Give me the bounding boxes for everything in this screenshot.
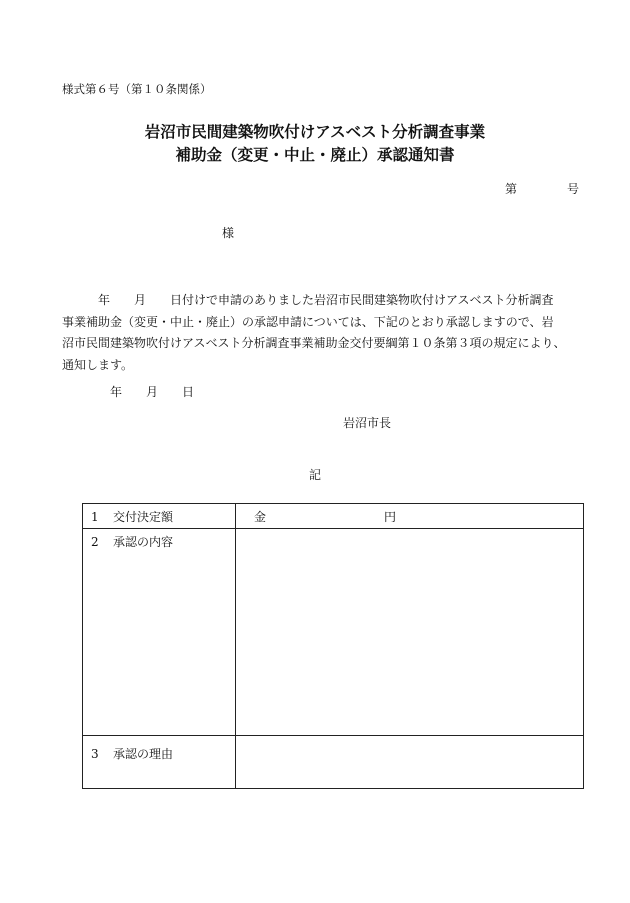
approval-reason-cell [236, 736, 584, 789]
body-line: 通知します。 [62, 357, 134, 372]
detail-table [82, 503, 584, 789]
body-line: 沼市民間建築物吹付けアスベスト分析調査事業補助金交付要綱第１０条第３項の規定により、 [62, 336, 566, 350]
issue-date: 年 月 日 [110, 385, 195, 399]
row-label-text: 承認の理由 [113, 747, 174, 761]
row-label-text: 承認の内容 [113, 535, 174, 549]
body-line: 年 月 日付けで申請のありました岩沼市民間建築物吹付けアスベスト分析調査 [62, 293, 554, 307]
amount-prefix: 金 [254, 510, 267, 524]
document-number-suffix: 号 [567, 182, 580, 196]
form-number: 様式第６号（第１０条関係） [62, 82, 212, 96]
body-paragraph [62, 290, 590, 376]
document-number-prefix: 第 [505, 182, 518, 196]
approval-content-cell [236, 529, 584, 736]
row-label-approval-content [83, 529, 236, 736]
table-row [83, 736, 584, 789]
document-title-line1: 岩沼市民間建築物吹付けアスベスト分析調査事業 [144, 122, 486, 141]
row-number: 3 [91, 747, 99, 761]
row-number: 1 [91, 510, 99, 524]
issuer-name: 岩沼市長 [343, 416, 392, 430]
row-number: 2 [91, 535, 99, 549]
addressee: 様 [222, 226, 235, 240]
grant-amount-cell [236, 504, 584, 529]
document-title-line2: 補助金（変更・中止・廃止）承認通知書 [175, 145, 455, 164]
amount-suffix: 円 [384, 510, 397, 524]
row-label-grant-amount [83, 504, 236, 529]
row-label-approval-reason [83, 736, 236, 789]
document-number [505, 180, 579, 197]
row-label-text: 交付決定額 [113, 510, 174, 524]
table-row [83, 504, 584, 529]
body-line: 事業補助金（変更・中止・廃止）の承認申請については、下記のとおり承認しますので、岩 [62, 314, 554, 329]
ki-heading: 記 [308, 468, 321, 482]
table-row [83, 529, 584, 736]
